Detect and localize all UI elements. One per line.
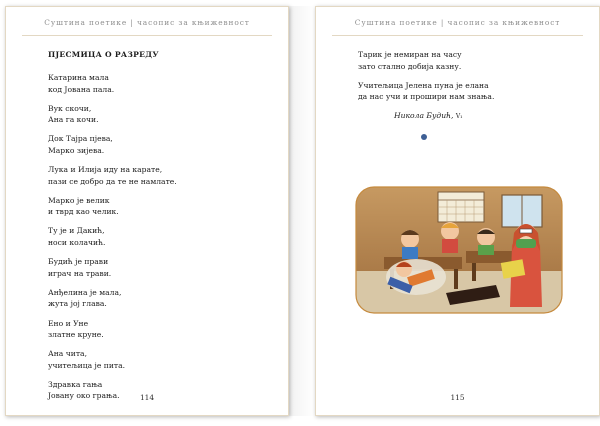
author-class: V₁ [455, 113, 463, 121]
poem-line: Вук скочи, [48, 103, 92, 113]
right-page [315, 6, 600, 416]
poem-line: Будић је прави [48, 257, 109, 267]
poem-block [48, 49, 278, 410]
header-rule-right [332, 35, 583, 36]
poem-line: Лука и Илија иду на карате, [48, 165, 163, 175]
stanza [48, 318, 278, 341]
poem-line: Здравка гања [48, 379, 103, 389]
poem-line: Јовану око грања. [48, 391, 120, 401]
poem-line: Тарик је немиран на часу [358, 50, 462, 59]
poem-line: златне круне. [48, 330, 104, 340]
header-rule-left [22, 35, 272, 36]
poem-continuation [358, 49, 589, 123]
stanza [48, 195, 278, 218]
poem-line: носи колачић. [48, 238, 106, 248]
stanza [358, 49, 589, 72]
poem-title: ПЈЕСМИЦА О РАЗРЕДУ [48, 50, 159, 59]
left-page [5, 6, 289, 416]
stanza [48, 225, 278, 248]
poem-line: Ана чита, [48, 349, 87, 359]
poem-stanzas-continued [358, 49, 589, 103]
poem-line: Катарина мала [48, 73, 109, 82]
poem-line: Марко зијева. [48, 145, 105, 155]
blue-dot-icon [421, 134, 427, 140]
classroom-illustration [354, 185, 564, 315]
poem-stanzas [48, 72, 278, 402]
page-number-left: 114 [139, 393, 155, 402]
stanza [48, 72, 278, 95]
stanza [358, 80, 589, 103]
author-name: Никола Будић, [394, 111, 454, 121]
poem-line: да нас учи и прошири нам знања. [358, 92, 495, 102]
poem-line: пази се добро да те не намлате. [48, 176, 177, 186]
running-header-left: Суштина поетике | часопис за књижевност [44, 18, 250, 27]
page-number-right: 115 [450, 393, 465, 402]
poem-line: Анђелина је мала, [48, 287, 122, 297]
poem-line: Ено и Уне [48, 318, 89, 328]
poem-line: и тврд као челик. [48, 207, 119, 217]
stanza [48, 103, 278, 126]
poem-line: зато стално добија казну. [358, 61, 462, 71]
stanza [48, 133, 278, 156]
poem-line: Док Тајра пјева, [48, 134, 113, 144]
poem-line: учитељица је пита. [48, 360, 126, 370]
gutter-shadow [289, 6, 315, 416]
running-header-right: Суштина поетике | часопис за књижевност [354, 18, 561, 27]
stanza [48, 256, 278, 279]
poem-line: код Јована пала. [48, 84, 115, 94]
poem-line: Учитељица Јелена пуна је елана [358, 80, 489, 90]
stanza [48, 348, 278, 371]
poem-line: Ту је и Дакић, [48, 226, 105, 236]
poem-line: Марко је велик [48, 195, 110, 205]
author-signature [358, 110, 589, 123]
poem-line: играч на трави. [48, 268, 112, 278]
stanza [48, 287, 278, 310]
stanza [48, 164, 278, 187]
poem-line: Ана га кочи. [48, 115, 99, 125]
poem-line: жута јој глава. [48, 299, 107, 309]
